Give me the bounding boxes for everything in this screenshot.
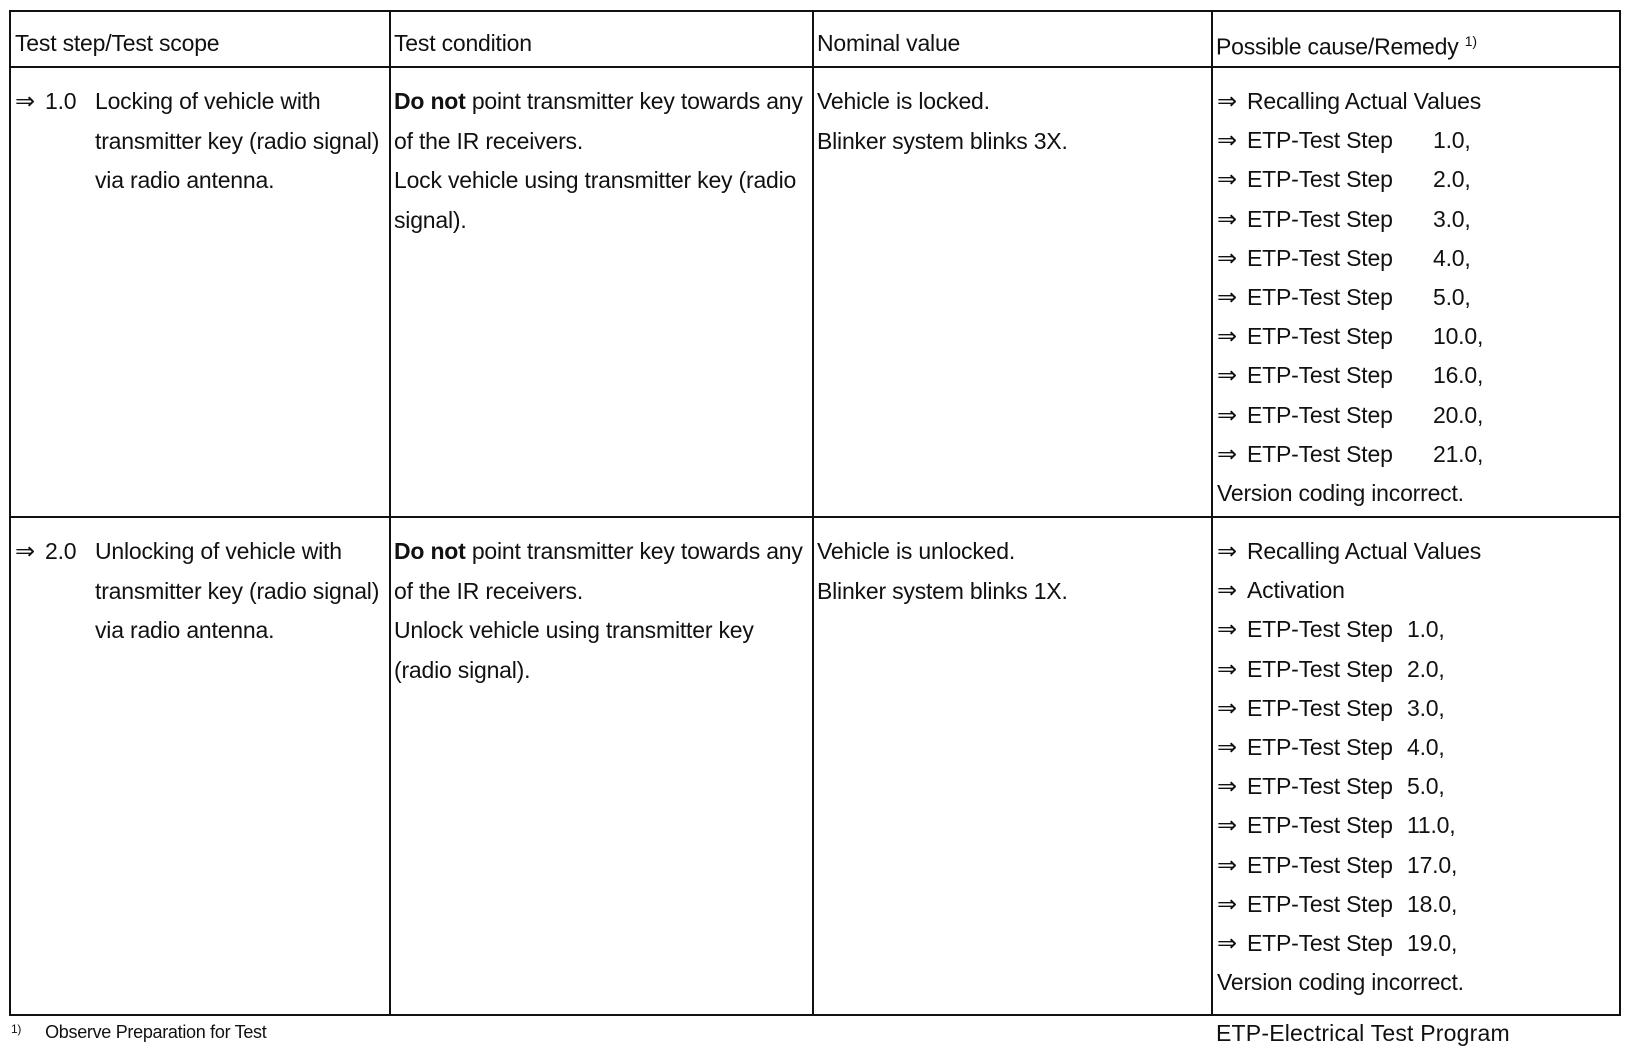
remedy-label: ETP-Test Step (1247, 851, 1393, 878)
row2-nominal-value (817, 532, 1209, 611)
remedy-label: ETP-Test Step (1247, 734, 1393, 761)
header-footnote-mark: 1) (1464, 33, 1477, 49)
remedy-item (1217, 610, 1619, 649)
remedy-value: 11.0, (1407, 812, 1456, 839)
column-divider (1211, 12, 1213, 1014)
remedy-value: 5.0, (1407, 773, 1445, 800)
arrow-icon: ⇒ (15, 88, 35, 115)
remedy-item (1217, 924, 1619, 963)
remedy-item (1217, 689, 1619, 728)
row2-test-scope (15, 532, 387, 651)
remedy-label: ETP-Test Step (1247, 205, 1393, 232)
row1-test-condition (394, 82, 809, 240)
remedy-value: 18.0, (1407, 890, 1458, 917)
remedy-label: ETP-Test Step (1247, 655, 1393, 682)
header-possible-cause-label: Possible cause/Remedy (1216, 33, 1459, 60)
arrow-icon: ⇒ (1217, 616, 1237, 644)
remedy-item (1217, 356, 1619, 395)
remedy-value: 5.0, (1433, 284, 1471, 311)
remedy-label: Recalling Actual Values (1247, 88, 1482, 114)
row2-step-number: 2.0 (45, 538, 77, 564)
row1-condition-line: of the IR receivers. (394, 127, 584, 154)
row2-test-condition (394, 532, 809, 690)
row1-test-scope (15, 82, 387, 201)
remedy-label: ETP-Test Step (1247, 930, 1393, 957)
remedy-item (1217, 200, 1619, 239)
remedy-value: 19.0, (1407, 930, 1458, 957)
row2-scope-line (15, 532, 387, 572)
remedy-label: ETP-Test Step (1247, 773, 1393, 800)
row2-condition-text: point transmitter key towards any (471, 538, 803, 564)
row2-condition-bold: Do not (394, 538, 466, 564)
row1-condition-text: point transmitter key towards any (471, 88, 803, 114)
header-nominal-value: Nominal value (817, 30, 961, 56)
row1-nominal-value (817, 82, 1209, 161)
remedy-item (1217, 806, 1619, 845)
arrow-icon: ⇒ (1217, 127, 1237, 155)
remedy-label: ETP-Test Step (1247, 401, 1393, 428)
arrow-icon: ⇒ (15, 538, 35, 565)
column-divider (812, 12, 814, 1014)
row1-condition-line (394, 82, 809, 122)
row1-step-number: 1.0 (45, 88, 77, 114)
row2-nominal-line: Blinker system blinks 1X. (817, 577, 1068, 604)
remedy-label: ETP-Test Step (1247, 812, 1393, 839)
row1-nominal-line: Vehicle is locked. (817, 88, 990, 114)
remedy-item (1217, 846, 1619, 885)
remedy-value: 21.0, (1433, 440, 1484, 467)
row2-scope-line: via radio antenna. (95, 617, 275, 643)
row2-condition-line: Unlock vehicle using transmitter key (394, 617, 754, 643)
etp-legend: ETP-Electrical Test Program (1216, 1020, 1510, 1046)
remedy-label: ETP-Test Step (1247, 166, 1393, 193)
remedy-value: 3.0, (1433, 205, 1471, 232)
remedy-footer: Version coding incorrect. (1217, 969, 1464, 996)
arrow-icon: ⇒ (1217, 694, 1237, 722)
arrow-icon: ⇒ (1217, 890, 1237, 918)
column-divider (389, 12, 391, 1014)
remedy-label: ETP-Test Step (1247, 616, 1393, 643)
remedy-label: ETP-Test Step (1247, 244, 1393, 271)
header-test-condition: Test condition (394, 30, 532, 56)
remedy-item (1217, 728, 1619, 767)
row1-nominal-line: Blinker system blinks 3X. (817, 127, 1068, 154)
remedy-label: ETP-Test Step (1247, 694, 1393, 721)
row1-scope-line: transmitter key (radio signal) (95, 127, 380, 154)
remedy-item (1217, 396, 1619, 435)
arrow-icon: ⇒ (1217, 577, 1237, 605)
remedy-item (1217, 532, 1619, 571)
arrow-icon: ⇒ (1217, 538, 1237, 565)
arrow-icon: ⇒ (1217, 88, 1237, 115)
row2-condition-line: of the IR receivers. (394, 577, 584, 604)
arrow-icon: ⇒ (1217, 734, 1237, 762)
row2-condition-line: (radio signal). (394, 656, 531, 683)
remedy-value: 2.0, (1407, 655, 1445, 682)
remedy-value: 16.0, (1433, 362, 1484, 389)
remedy-value: 17.0, (1407, 851, 1458, 878)
remedy-label: ETP-Test Step (1247, 362, 1393, 389)
remedy-label: ETP-Test Step (1247, 440, 1393, 467)
arrow-icon: ⇒ (1217, 773, 1237, 801)
arrow-icon: ⇒ (1217, 930, 1237, 958)
remedy-label: Activation (1247, 577, 1345, 604)
remedy-item (1217, 435, 1619, 474)
remedy-value: 4.0, (1407, 734, 1445, 761)
row2-scope-text: Unlocking of vehicle with (95, 538, 342, 564)
arrow-icon: ⇒ (1217, 655, 1237, 683)
remedy-item (1217, 82, 1619, 121)
row2-scope-line: transmitter key (radio signal) (95, 577, 380, 604)
remedy-label: ETP-Test Step (1247, 323, 1393, 350)
arrow-icon: ⇒ (1217, 812, 1237, 840)
remedy-value: 20.0, (1433, 401, 1484, 428)
remedy-item (1217, 317, 1619, 356)
remedy-label: Recalling Actual Values (1247, 538, 1482, 564)
row1-condition-line: Lock vehicle using transmitter key (radio (394, 167, 797, 193)
arrow-icon: ⇒ (1217, 323, 1237, 351)
arrow-icon: ⇒ (1217, 401, 1237, 429)
remedy-value: 10.0, (1433, 323, 1484, 350)
arrow-icon: ⇒ (1217, 166, 1237, 194)
row1-remedies (1217, 82, 1619, 513)
header-possible-cause (1216, 26, 1477, 62)
remedy-value: 1.0, (1433, 127, 1471, 154)
row-divider (11, 516, 1619, 518)
row1-scope-line (15, 82, 387, 122)
header-test-step: Test step/Test scope (15, 30, 220, 56)
remedy-value: 1.0, (1407, 616, 1445, 643)
remedy-item (1217, 767, 1619, 806)
remedy-item (1217, 239, 1619, 278)
footnote-mark: 1) (11, 1022, 22, 1036)
row1-condition-line: signal). (394, 206, 467, 233)
footnote-text: Observe Preparation for Test (45, 1022, 267, 1042)
row1-scope-line: via radio antenna. (95, 167, 275, 193)
remedy-item (1217, 121, 1619, 160)
arrow-icon: ⇒ (1217, 851, 1237, 879)
header-divider (11, 66, 1619, 68)
test-table (9, 10, 1621, 1016)
remedy-label: ETP-Test Step (1247, 284, 1393, 311)
remedy-item (1217, 160, 1619, 199)
arrow-icon: ⇒ (1217, 284, 1237, 312)
remedy-label: ETP-Test Step (1247, 890, 1393, 917)
arrow-icon: ⇒ (1217, 244, 1237, 272)
footnote (11, 1022, 266, 1043)
remedy-value: 2.0, (1433, 166, 1471, 193)
remedy-value: 3.0, (1407, 694, 1445, 721)
remedy-item (1217, 650, 1619, 689)
remedy-item (1217, 571, 1619, 610)
remedy-footer: Version coding incorrect. (1217, 480, 1464, 507)
row2-condition-line (394, 532, 809, 572)
arrow-icon: ⇒ (1217, 362, 1237, 390)
remedy-item (1217, 885, 1619, 924)
row2-nominal-line: Vehicle is unlocked. (817, 538, 1016, 564)
row1-scope-text: Locking of vehicle with (95, 88, 321, 114)
remedy-value: 4.0, (1433, 244, 1471, 271)
remedy-label: ETP-Test Step (1247, 127, 1393, 154)
arrow-icon: ⇒ (1217, 440, 1237, 468)
row2-remedies (1217, 532, 1619, 1002)
remedy-item (1217, 278, 1619, 317)
row1-condition-bold: Do not (394, 88, 466, 114)
arrow-icon: ⇒ (1217, 205, 1237, 233)
